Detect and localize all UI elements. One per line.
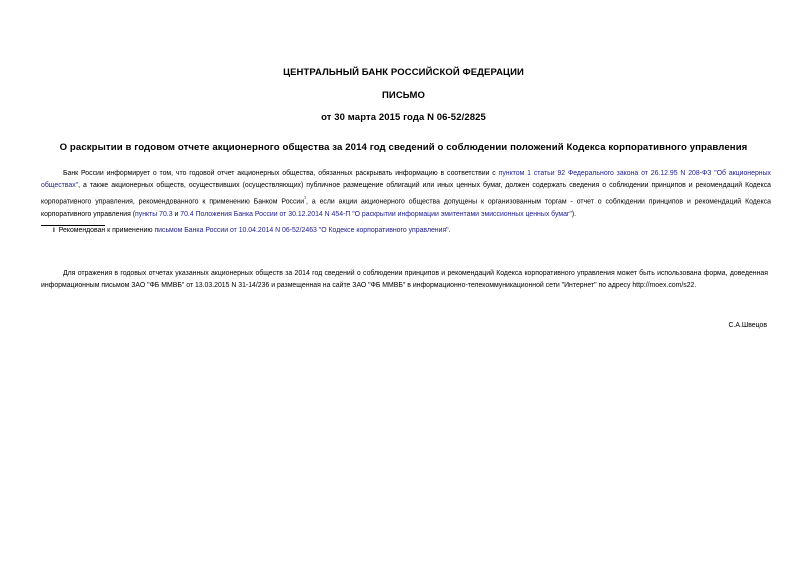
footnote (53, 226, 451, 236)
document-date-number: от 30 марта 2015 года N 06-52/2825 (321, 112, 486, 123)
footnote-reference[interactable]: ¹ (304, 195, 307, 202)
paragraph-text: Банк России информирует о том, что годовой отчет акционерных общества, обязанных раскрывать информацию в соответствии с (63, 170, 499, 177)
body-paragraph-1 (41, 168, 771, 221)
footnote-text: Рекомендован к применению (58, 227, 155, 234)
body-paragraph-2: Для отражения в годовых отчетах указанных акционерных обществ за 2014 год сведений о соблюдении принципов и рекомендаций Кодекса корпоративного управления может быть использована форма, доведенная информационным письмом ЗАО "ФБ ММВБ" от 13.03.2015 N 31-14/236 и размещенная на сайте ЗАО "ФБ ММВБ" в информационно-телекоммуникационной сети "Интернет" по адресу http://moex.com/s22. (41, 270, 768, 290)
law-208-fz-link[interactable]: пунктом 1 статьи 92 Федерального закона от 26.12.95 N 208-ФЗ "Об акционерных обществах" (41, 170, 771, 190)
issuer-title: ЦЕНТРАЛЬНЫЙ БАНК РОССИЙСКОЙ ФЕДЕРАЦИИ (283, 67, 524, 78)
paragraph-text: ). (571, 210, 577, 218)
letter-06-52-2463-link[interactable]: письмом Банка России от 10.04.2014 N 06-52/2463 "О Кодексе корпоративного управления" (154, 227, 449, 234)
document-type: ПИСЬМО (381, 90, 425, 101)
regulation-454-p-link[interactable]: 70.4 Положения Банка России от 30.12.2014 N 454-П "О раскрытии информации эмитентами эмиссионных ценных бумаг" (180, 210, 572, 218)
paragraph-text: , а если акции акционерного общества допущены к организованным торгам - отчет о соблюдении принципов и рекомендаций Кодекса корпоративного управления ( (41, 198, 771, 218)
footnote-text: . (448, 227, 451, 234)
document-subject: О раскрытии в годовом отчете акционерного общества за 2014 год сведений о соблюдении положений Кодекса корпоративного управления (59, 142, 748, 153)
signature: С.А.Швецов (728, 322, 767, 329)
footnote-mark: I (53, 227, 55, 234)
paragraph-text: и (172, 210, 181, 218)
paragraph-text: , а также акционерных обществ, осуществивших (осуществляющих) публичное размещение облигаций или иных ценных бумаг, должен содержать сведения о соблюдении принципов и рекомендаций Кодекса корпоративного управления, рекомендованного к применению Банком России (41, 182, 771, 206)
clause-70-3-link[interactable]: пункты 70.3 (135, 210, 173, 218)
